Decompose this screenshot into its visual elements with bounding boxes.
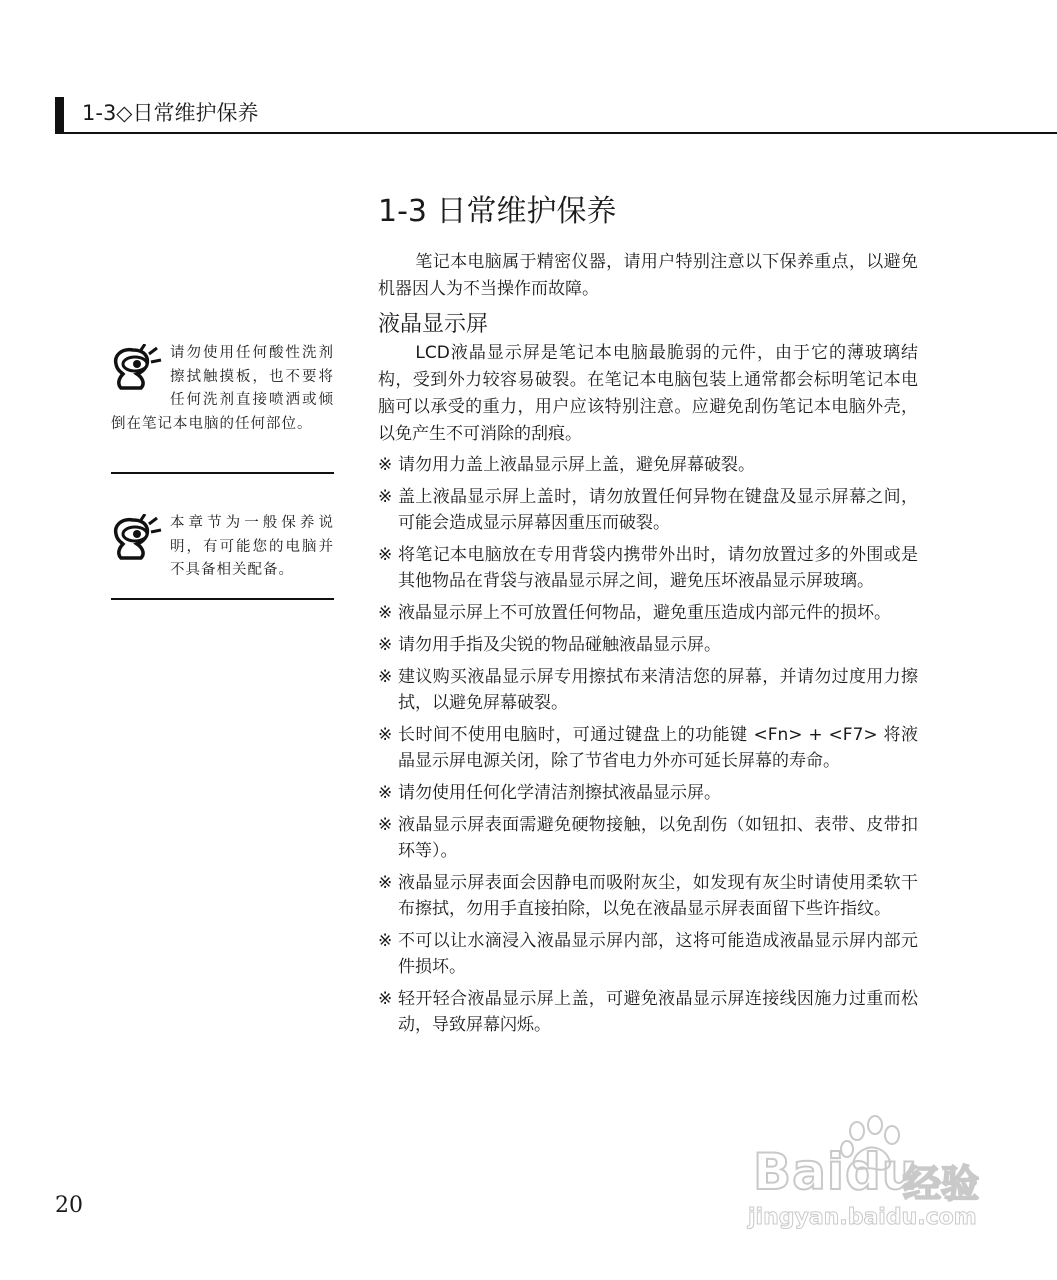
list-item-text: 液晶显示屏表面会因静电而吸附灰尘，如发现有灰尘时请使用柔软干布擦拭，勿用手直接拍除，以免在液晶显示屏表面留下些许指纹。 [398,873,918,919]
list-item-text: 盖上液晶显示屏上盖时，请勿放置任何异物在键盘及显示屏幕之间，可能会造成显示屏幕因重压而破裂。 [398,487,918,533]
bullet-mark: ※ [378,815,393,835]
bullet-mark: ※ [378,783,393,803]
bullet-mark: ※ [378,603,393,623]
list-item [378,780,918,806]
watermark-brand: Baidu [753,1143,919,1201]
running-header [55,97,1057,134]
header-bar [55,97,64,134]
bullet-mark: ※ [378,545,393,565]
eye-note-icon [111,344,166,390]
page-number: 20 [55,1193,83,1218]
list-item [378,600,918,626]
side-note-text: 请勿使用任何酸性洗剂擦拭触摸板，也不要将任何洗剂直接喷洒或倾倒在笔记本电脑的任何部位。 [111,345,334,432]
list-item-text: 液晶显示屏上不可放置任何物品，避免重压造成内部元件的损坏。 [398,603,891,623]
side-note-2 [111,512,334,583]
section-body: LCD液晶显示屏是笔记本电脑最脆弱的元件，由于它的薄玻璃结构，受到外力较容易破裂。在笔记本电脑包装上通常都会标明笔记本电脑可以承受的重力，用户应该特别注意。应避免刮伤笔记本电脑外壳，以免产生不可消除的刮痕。 [378,343,918,444]
baidu-watermark [745,1115,1045,1245]
intro-paragraph: 笔记本电脑属于精密仪器，请用户特别注意以下保养重点，以避免机器因人为不当操作而故障。 [378,252,918,299]
header-rule [64,132,1057,134]
side-note-text: 本章节为一般保养说明，有可能您的电脑并不具备相关配备。 [170,515,334,578]
eye-note-icon [111,514,166,560]
care-tips-list [378,452,918,1044]
list-item [378,484,918,536]
watermark-url: jingyan.baidu.com [748,1205,977,1230]
page-title: 1-3 日常维护保养 [378,194,617,229]
list-item-text: 建议购买液晶显示屏专用擦拭布来清洁您的屏幕，并请勿过度用力擦拭，以避免屏幕破裂。 [398,667,918,713]
list-item [378,812,918,864]
list-item [378,664,918,716]
list-item-text: 请勿用力盖上液晶显示屏上盖，避免屏幕破裂。 [398,455,755,475]
list-item [378,632,918,658]
list-item-text: 液晶显示屏表面需避免硬物接触，以免刮伤（如钮扣、表带、皮带扣环等）。 [398,815,918,861]
side-note-rule [111,598,334,600]
list-item [378,452,918,478]
list-item [378,928,918,980]
side-note-1 [111,342,334,436]
list-item-text: 请勿用手指及尖锐的物品碰触液晶显示屏。 [398,635,721,655]
list-item-text: 请勿使用任何化学清洁剂擦拭液晶显示屏。 [398,783,721,803]
list-item-text: 轻开轻合液晶显示屏上盖，可避免液晶显示屏连接线因施力过重而松动，导致屏幕闪烁。 [398,989,918,1035]
list-item-text: 长时间不使用电脑时，可通过键盘上的功能键 <Fn> + <F7> 将液晶显示屏电源关闭，除了节省电力外亦可延长屏幕的寿命。 [398,725,918,771]
bullet-mark: ※ [378,487,393,507]
list-item-text: 不可以让水滴浸入液晶显示屏内部，这将可能造成液晶显示屏内部元件损坏。 [398,931,918,977]
bullet-mark: ※ [378,931,393,951]
watermark-product: 经验 [903,1162,980,1206]
side-note-rule [111,472,334,474]
list-item [378,870,918,922]
bullet-mark: ※ [378,725,393,745]
header-title: 1-3◇日常维护保养 [82,101,259,125]
bullet-mark: ※ [378,873,393,893]
list-item [378,986,918,1038]
section-heading: 液晶显示屏 [378,312,489,337]
bullet-mark: ※ [378,989,393,1009]
list-item [378,722,918,774]
list-item [378,542,918,594]
bullet-mark: ※ [378,635,393,655]
bullet-mark: ※ [378,667,393,687]
bullet-mark: ※ [378,455,393,475]
list-item-text: 将笔记本电脑放在专用背袋内携带外出时，请勿放置过多的外围或是其他物品在背袋与液晶显示屏之间，避免压坏液晶显示屏玻璃。 [398,545,918,591]
